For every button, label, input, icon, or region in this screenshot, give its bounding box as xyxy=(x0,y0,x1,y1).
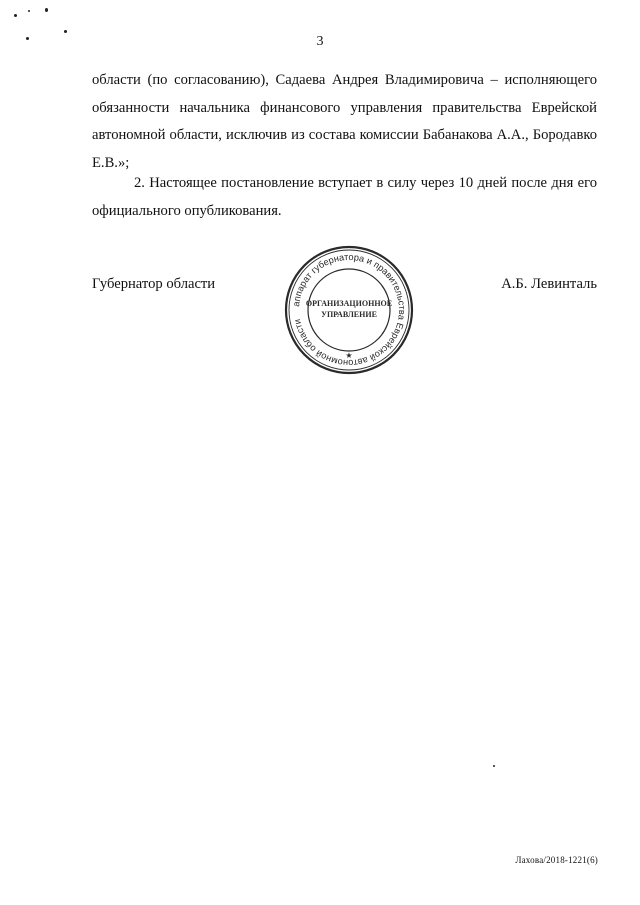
scan-speck xyxy=(493,765,495,767)
seal-center-line-2: УПРАВЛЕНИЕ xyxy=(321,310,377,319)
scan-speck xyxy=(64,30,67,33)
document-footer-code: Лахова/2018-1221(6) xyxy=(515,855,598,865)
scan-speck xyxy=(14,14,17,17)
scan-speck xyxy=(45,8,48,12)
official-seal-stamp xyxy=(283,244,415,376)
seal-ring-text: аппарат губернатора и правительства Еврейской автономной области xyxy=(291,251,408,369)
page-number: 3 xyxy=(316,34,324,49)
body-paragraph-1: области (по согласованию), Садаева Андрея Владимировича – исполняющего обязанности начальника финансового управления правительства Еврейской автономной области, исключив из состава комиссии Бабанакова А.А., Бородавко Е.В.»; xyxy=(92,72,597,171)
signatory-name: А.Б. Левинталь xyxy=(501,276,597,292)
seal-center-line-1: ОРГАНИЗАЦИОННОЕ xyxy=(305,299,393,308)
scan-speck xyxy=(28,10,30,12)
body-paragraph-2: 2. Настоящее постановление вступает в силу через 10 дней после дня его официального опубликования. xyxy=(92,175,597,219)
seal-star-icon: ★ xyxy=(345,351,353,360)
signatory-position: Губернатор области xyxy=(92,276,216,292)
